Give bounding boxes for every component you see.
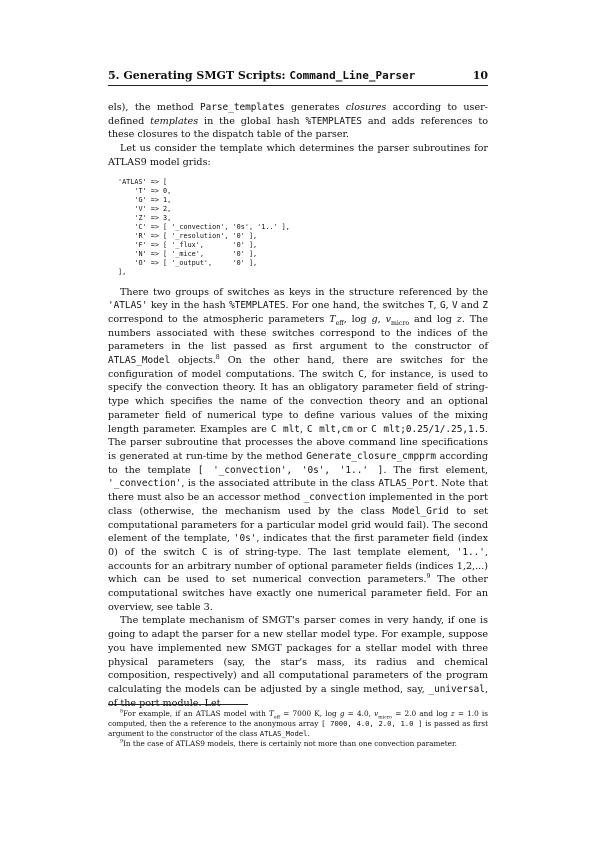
code-line: ],	[118, 268, 127, 277]
code-line: 'C' => [ '_convection', '0s', '1..' ],	[118, 222, 290, 231]
paragraph: Let us consider the template which determines the parser subroutines for ATLAS9 model grids:	[108, 143, 488, 168]
page-number: 10	[472, 69, 488, 82]
footnote: $^8$For example, if an ATLAS model with $T_{eff} = 7000$ K, log g = 4.0, $v_{micro} = 2.0$ and log z = 1.0 is computed, then the a reference to the anonymous array [ 7000, 4.0, 2.0, 1.0 ] is passed as first argument to the constructor of the class ATLAS_Model.	[108, 709, 488, 738]
running-header	[108, 69, 488, 86]
footnote-rule	[108, 704, 248, 705]
code-line: 'F' => [ '_flux', '0' ],	[118, 241, 258, 250]
section-title: 5. Generating SMGT Scripts: Command_Line_Parser	[108, 69, 416, 82]
paragraph: els), the method Parse_templates generates closures according to user-defined templates in the global hash %TEMPLATES and adds references to these closures to the dispatch table of the parser.	[108, 102, 488, 141]
code-line: 'R' => [ '_resolution', '0' ],	[118, 232, 258, 241]
code-line: 'Z' => 3,	[118, 213, 172, 222]
footnotes	[108, 704, 488, 749]
paragraph: There two groups of switches as keys in the structure referenced by the 'ATLAS' key in the hash %TEMPLATES. For one hand, the switches T, G, V and Z correspond to the atmospheric parameters $T_{eff}$, log g, $v_{micro}$ and log z. The numbers associated with these switches correspond to the indices of the parameters in the list passed as first argument to the constructor of ATLAS_Model objects.$^8$ On the other hand, there are switches for the configuration of model computations. The switch C, for instance, is used to specify the convection theory. It has an obligatory parameter field of string-type which specifies the name of the convection theory and an optional parameter field of numerical type to define various values of the mixing length parameter. Examples are C mlt, C mlt,cm or C mlt;0.25/1/.25,1.5. The parser subroutine that processes the above command line specifications is generated at run-time by the method Generate_closure_cmpprm according to the template [ '_convection', '0s', '1..' ]. The first element, '_convection', is the associated attribute in the class ATLAS_Port. Note that there must also be an accessor method _convection implemented in the port class (otherwise, the mechanism used by the class Model_Grid to set computational parameters for a particular model grid would fail). The second element of the template, '0s', indicates that the first parameter field (index 0) of the switch C is of string-type. The last template element, '1..', accounts for an arbitrary number of optional parameter fields (indices 1,2,...) which can be used to set numerical convection parameters.$^9$ The other computational switches have exactly one numerical parameter field. For an overview, see table 3.	[108, 286, 489, 613]
code-line: 'O' => [ '_output', '0' ],	[118, 259, 258, 268]
code-line: 'V' => 2,	[118, 204, 172, 213]
code-line: 'G' => 1,	[118, 195, 172, 204]
footnote: $^9$In the case of ATLAS9 models, there is certainly not more than one convection parameter.	[120, 739, 457, 748]
code-listing	[118, 178, 488, 278]
code-line: 'ATLAS' => [	[118, 177, 168, 186]
main-text	[108, 101, 488, 710]
code-line: 'T' => 0,	[118, 186, 172, 195]
code-line: 'N' => [ '_mice', '0' ],	[118, 250, 258, 259]
paragraph: The template mechanism of SMGT's parser comes in very handy, if one is going to adapt the parser for a new stellar model type. For example, suppose you have implemented new SMGT packages for a stellar model with three physical parameters (say, the star's mass, its radius and chemical composition, respectively) and all computational parameters of the program calculating the models can be adjusted by a single method, say, _universal, of the port module. Let	[108, 615, 488, 709]
